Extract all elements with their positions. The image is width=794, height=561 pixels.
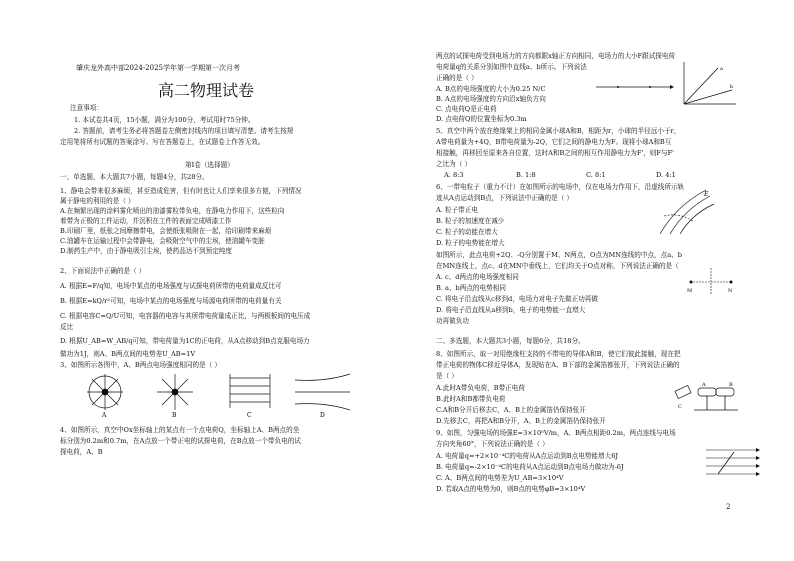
- q2-line: 2、下面说法中正确的是（ ）: [60, 267, 146, 275]
- q3-figure-d: [295, 374, 350, 410]
- q8-line: 是（ ）: [436, 372, 458, 380]
- q4-line: 4、如图所示，真空中Ox坐标轴上的某点有一个点电荷Q，坐标轴上A、B两点的坐: [60, 426, 300, 434]
- q7-n-label: N: [728, 288, 733, 294]
- q3-label: C: [247, 412, 252, 418]
- section1-heading: 一、单选题，本大题共7小题，每题4分，共28分。: [60, 173, 209, 181]
- q2-line: A. 根据E=F/q知，电场中某点的电场强度与试探电荷所带的电荷量成反比可: [60, 282, 282, 290]
- q5-option: B. 1:8: [516, 171, 536, 179]
- notice-item: 定用笔将所有试题的答案涂写、写在答题卷上，在试题卷上作答无效。: [60, 138, 265, 146]
- page-number: 2: [726, 503, 731, 511]
- q8-line: B.此时A和B都带负电荷: [436, 395, 506, 403]
- q6-field-label: E: [704, 191, 709, 198]
- notice-item: 2. 答题前，请考生务必将答题卷左侧密封线内的项目填写清楚。请考生按规: [74, 127, 294, 135]
- q7-line: C. 将电子沿直线从c移到d，电场力对电子先做正功再做: [436, 295, 598, 303]
- notice-item: 1. 本试卷共4页，15小题，满分为100分，考试用时75分钟。: [74, 116, 255, 124]
- q4-cont-line: 电荷量q的关系分别如图中直线a、b所示。下列说法: [436, 63, 587, 71]
- q9-uniform-field: [704, 446, 760, 480]
- q8-b-label: B: [729, 382, 733, 388]
- q1-line: B.印刷厂里，纸张之间摩擦带电，会使纸张吸附在一起，给印刷带来麻烦: [60, 227, 272, 235]
- q7-line: 如图所示，此点电荷+2Q、-Q分别置于M、N两点，O点为MN连线的中点，点a、b: [436, 251, 682, 259]
- q4-cont-line: 正确的是（ ）: [436, 74, 478, 82]
- q1-line: D.制药生产中，由于静电吸引尘埃，使药品达不到预定纯度: [60, 247, 232, 255]
- q2-line: D. 根据U_AB=W_AB/q可知，带电荷量为1C的正电荷，从A点移动到B点克服电场力: [60, 337, 310, 345]
- notice-heading: 注意事项：: [70, 104, 103, 112]
- q8-line: C.A和B分开后移去C，A、B上的金属箔仍保持张开: [436, 406, 586, 414]
- q5-line: 5、真空中两个放在绝缘架上的相同金属小球A和B，相距为r，小球的半径远小于r，: [436, 127, 681, 135]
- q6-field-lines: [656, 186, 716, 236]
- q7-figure: [686, 266, 736, 296]
- q6-line: C. 粒子的动能在增大: [436, 228, 498, 236]
- q9-line: C. A、B两点间的电势差为U_AB=3×10⁴V: [436, 474, 564, 482]
- q6-line: A. 粒子带正电: [436, 206, 478, 214]
- q3-field-diagrams: [80, 372, 380, 418]
- q4-axis-figure: [594, 80, 674, 94]
- q3-label: B: [172, 412, 177, 418]
- q8-line: A.此时A带负电荷，B带正电荷: [436, 384, 525, 392]
- q8-line: D.先移去C，再把A和B分开，A、B上的金属箔仍保持张开: [436, 417, 606, 425]
- q1-line: C.油罐车在运输过程中会带静电，会吸附空气中的尘埃，使油罐车变脏: [60, 237, 265, 245]
- q5-line: A带电荷量为+4Q，B带电荷量为-2Q，它们之间的静电力为F。现将小球A和B互: [436, 138, 672, 146]
- q4-fq-graph: [678, 60, 738, 110]
- q4-cont-line: D. 点电荷Q的位置坐标为0.3m: [436, 115, 527, 123]
- q1-line: 着带为正极的工件运动，并沉积在工件的表面完成喷漆工作: [60, 217, 232, 225]
- q4-line: 探电荷，A、B: [60, 448, 103, 456]
- q9-line: A. 电荷量q=+2×10⁻⁴C的电荷从A点运动到B点电势能增大6J: [436, 452, 619, 460]
- q4-line: 标分别为0.2m和0.7m，在A点放一个带正电的试探电荷，在B点放一个带负电的试: [60, 437, 301, 445]
- q1-line: 属于静电的利用的是（ ）: [60, 197, 135, 205]
- q9-line: D. 若取A点的电势为0，则B点的电势φB=3×10⁴V: [436, 485, 586, 493]
- q6-line: D. 粒子的电势能在增大: [436, 239, 505, 247]
- q1-line: 1、静电会带来很多麻烦，甚至造成危害，但有时也让人们享来很多方便，下列情况: [60, 187, 302, 195]
- q8-line: 带正电荷的物体C移近导体A，发现贴在A、B下部的金属箔都张开，下列说法正确的: [436, 361, 680, 369]
- q5-option: A. 8:3: [444, 171, 464, 179]
- q5-option: D. 4:1: [656, 171, 676, 179]
- q8-line: 8、如图所示，取一对用绝缘柱支持的不带电的导体A和B，使它们彼此接触，现在把: [436, 350, 681, 358]
- q9-line: 9、如图，匀强电场的场强E=3×10⁵V/m，A、B两点相距0.2m，两点连线与电场: [436, 429, 676, 437]
- q3-figure-c: [230, 374, 270, 408]
- q4-cont-line: B. A点的电场强度的方向沿x轴负方向: [436, 95, 546, 103]
- q3-line: 3、如图所示各图中，A、B两点电场强度相同的是（ ）: [60, 361, 221, 369]
- q1-line: A.在频繁出现的涂料雾化喷出的油漆雾粒带负电，在静电力作用下，这些粒向: [60, 207, 285, 215]
- q7-line: 功再做负功: [436, 317, 469, 325]
- q3-figures: [80, 372, 380, 418]
- q7-m-label: M: [687, 288, 693, 294]
- q9-line: 方向夹角60°，下列说法正确的是（ ）: [436, 440, 549, 448]
- page-title: 高二物理试卷: [158, 81, 255, 100]
- q7-charges: [686, 266, 736, 296]
- q9-figure: [704, 446, 760, 480]
- q7-line: B. a、b两点的电势相同: [436, 284, 506, 292]
- q6-figure: [656, 186, 716, 236]
- q7-line: D. 将电子沿直线从a移到b，电子的电势能一直增大: [436, 306, 586, 314]
- q5-line: 相接触，再移回至原来各自位置，这时A和B之间的相互作用静电力为F'，则F与F': [436, 149, 674, 157]
- q4-graph: [678, 60, 738, 110]
- q3-label: D: [320, 412, 325, 418]
- q7-line: 在MN连线上，点c、d在MN中垂线上，它们均关于O点对称，下列说法正确的是（: [436, 262, 679, 270]
- q6-line: 迹从A点运动到B点，下列说法中正确的是（ ）: [436, 194, 573, 202]
- q7-line: A. c、d两点的电场强度相同: [436, 273, 519, 281]
- q3-figure-a: [87, 374, 123, 410]
- q2-line: B. 根据E=kQ/r²可知，电场中某点的电场强度与场源电荷所带的电荷量有关: [60, 297, 282, 305]
- q3-label: A: [102, 412, 107, 418]
- school-header: 肇庆龙外高中部2024-2025学年第一学期第一次月考: [76, 64, 240, 72]
- q2-line: C. 根据电容C=Q/U可知，电容器的电容与其所带电荷量成正比，与两极板间的电压成: [60, 312, 311, 320]
- q8-a-label: A: [702, 382, 706, 388]
- q4-cont-line: A. B点的电场强度的大小为0.25 N/C: [436, 85, 546, 93]
- q4-cont-line: 两点的试探电荷受到电场力的方向都跟x轴正方向相同，电场力的大小F跟试探电荷: [436, 52, 676, 60]
- q9-line: B. 电荷量q=-2×10⁻⁴C的电荷从A点运动到B点电场力做功为-6J: [436, 463, 624, 471]
- q6-line: B. 粒子的加速度在减少: [436, 217, 505, 225]
- q4-line-b: b: [730, 84, 734, 90]
- q8-c-label: C: [678, 404, 682, 410]
- q4-cont-line: C. 点电荷Q是正电荷: [436, 105, 497, 113]
- q2-line: 做功为1J，则A、B两点间的电势差U_AB=1V: [60, 350, 196, 358]
- section2-heading: 二、多选题，本大题共3小题，每题6分，共18分。: [436, 337, 585, 345]
- q8-figure: [674, 380, 744, 414]
- q5-option: C. 8:1: [586, 171, 606, 179]
- part1-heading: 第Ⅰ卷（选择题）: [185, 161, 234, 169]
- q2-line: 反比: [60, 323, 74, 331]
- q8-conductors: [674, 380, 744, 414]
- q4-x-axis: [594, 80, 674, 94]
- q5-line: 之比为（ ）: [436, 160, 472, 168]
- q3-figure-b: [157, 374, 193, 410]
- q4-line-a: a: [720, 66, 723, 72]
- q6-line: 6、一带电粒子（重力不计）在如图所示的电场中，仅在电场力作用下，沿虚线所示轨: [436, 183, 685, 191]
